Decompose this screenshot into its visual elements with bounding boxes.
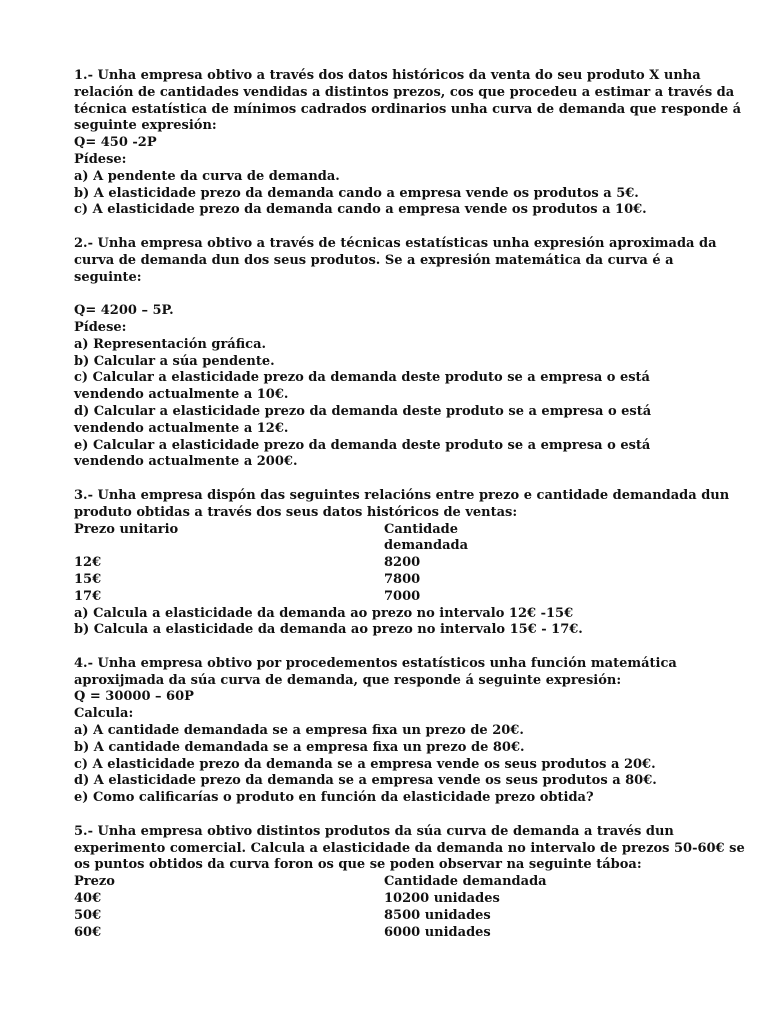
table-cell-quantity: 7800 [384, 571, 421, 587]
table-cell-price: 15€ [74, 571, 102, 587]
question-5-line: os puntos obtidos da curva foron os que se poden observar na seguinte táboa: [74, 857, 642, 873]
question-1 [74, 68, 742, 219]
question-2-item: a) Representación gráfica. [74, 336, 267, 352]
price-quantity-table [74, 874, 694, 941]
question-2 [74, 235, 717, 471]
question-2-item: c) Calcular a elasticidade prezo da demanda deste produto se a empresa o está [74, 370, 650, 386]
table-row [74, 572, 694, 589]
table-cell-quantity: 10200 unidades [384, 891, 500, 907]
question-4-item: a) A cantidade demandada se a empresa fixa un prezo de 20€. [74, 723, 524, 739]
paragraph-gap [74, 286, 694, 303]
table-row [74, 925, 694, 942]
question-4-item: b) A cantidade demandada se a empresa fixa un prezo de 80€. [74, 739, 525, 755]
question-5 [74, 823, 745, 942]
table-cell-price: 60€ [74, 924, 102, 940]
table-cell-quantity: 7000 [384, 588, 421, 604]
paragraph-gap [74, 807, 694, 824]
question-3-item: a) Calcula a elasticidade da demanda ao prezo no intervalo 12€ -15€ [74, 605, 574, 621]
paragraph-gap [74, 219, 694, 236]
paragraph-gap [74, 639, 694, 656]
question-4-item: e) Como calificarías o produto en función da elasticidade prezo obtida? [74, 790, 594, 806]
table-header-quantity: Cantidade demandada [384, 874, 547, 890]
question-3 [74, 487, 730, 639]
table-cell-price: 50€ [74, 907, 102, 923]
question-4-formula: Q = 30000 – 60P [74, 689, 194, 705]
table-cell-quantity: 6000 unidades [384, 924, 491, 940]
price-quantity-table [74, 522, 694, 606]
question-1-item: b) A elasticidade prezo da demanda cando a empresa vende os produtos a 5€. [74, 185, 639, 201]
question-4-calcula: Calcula: [74, 706, 134, 722]
question-2-line: 2.- Unha empresa obtivo a través de técnicas estatísticas unha expresión aproximada da [74, 235, 717, 251]
question-4-item: c) A elasticidade prezo da demanda se a empresa vende os seus produtos a 20€. [74, 756, 656, 772]
question-1-line: técnica estatística de mínimos cadrados ordinarios unha curva de demanda que responde á [74, 101, 742, 117]
question-2-item: vendendo actualmente a 200€. [74, 454, 298, 470]
table-header-price: Prezo [74, 874, 115, 890]
question-2-item: d) Calcular a elasticidade prezo da demanda deste produto se a empresa o está [74, 403, 652, 419]
question-5-line: experimento comercial. Calcula a elasticidade da demanda no intervalo de prezos 50-60€ se [74, 840, 745, 856]
table-cell-price: 12€ [74, 555, 102, 571]
question-2-pidese: Pídese: [74, 319, 127, 335]
table-cell-price: 17€ [74, 588, 102, 604]
question-1-pidese: Pídese: [74, 151, 127, 167]
question-3-line: produto obtidas a través dos seus datos históricos de ventas: [74, 504, 518, 520]
table-row [74, 891, 694, 908]
question-2-item: b) Calcular a súa pendente. [74, 353, 275, 369]
exercise-document [74, 68, 745, 941]
table-header-row [74, 522, 694, 556]
question-1-line: 1.- Unha empresa obtivo a través dos datos históricos da venta do seu produto X unha [74, 68, 701, 83]
question-3-line: 3.- Unha empresa dispón das seguintes relacións entre prezo e cantidade demandada dun [74, 487, 730, 503]
question-2-line: seguinte: [74, 269, 142, 285]
table-cell-price: 40€ [74, 891, 102, 907]
paragraph-gap [74, 471, 694, 488]
question-4-item: d) A elasticidade prezo da demanda se a empresa vende os seus produtos a 80€. [74, 773, 657, 789]
question-4 [74, 656, 694, 807]
table-header-quantity: Cantidade demandada [384, 521, 469, 554]
question-1-line: relación de cantidades vendidas a distintos prezos, cos que procedeu a estimar a través da [74, 84, 735, 100]
question-2-item: e) Calcular a elasticidade prezo da demanda deste produto se a empresa o está [74, 437, 651, 453]
question-1-line: seguinte expresión: [74, 118, 217, 134]
question-1-formula: Q= 450 -2P [74, 135, 157, 151]
question-2-line: curva de demanda dun dos seus produtos. Se a expresión matemática da curva é a [74, 252, 674, 268]
table-cell-quantity: 8500 unidades [384, 907, 491, 923]
question-2-item: vendendo actualmente a 12€. [74, 420, 289, 436]
question-1-item: a) A pendente da curva de demanda. [74, 168, 340, 184]
question-1-item: c) A elasticidade prezo da demanda cando a empresa vende os produtos a 10€. [74, 202, 647, 218]
table-header-row [74, 874, 694, 891]
table-row [74, 908, 694, 925]
table-row [74, 555, 694, 572]
question-4-line: 4.- Unha empresa obtivo por procedementos estatísticos unha función matemática [74, 655, 677, 671]
question-2-item: vendendo actualmente a 10€. [74, 387, 289, 403]
question-4-line: aproxijmada da súa curva de demanda, que responde á seguinte expresión: [74, 672, 622, 688]
question-3-item: b) Calcula a elasticidade da demanda ao prezo no intervalo 15€ - 17€. [74, 622, 583, 638]
table-header-price: Prezo unitario [74, 521, 179, 537]
question-5-line: 5.- Unha empresa obtivo distintos produtos da súa curva de demanda a través dun [74, 823, 674, 839]
table-row [74, 589, 694, 606]
question-2-formula: Q= 4200 – 5P. [74, 303, 174, 319]
table-cell-quantity: 8200 [384, 555, 421, 571]
